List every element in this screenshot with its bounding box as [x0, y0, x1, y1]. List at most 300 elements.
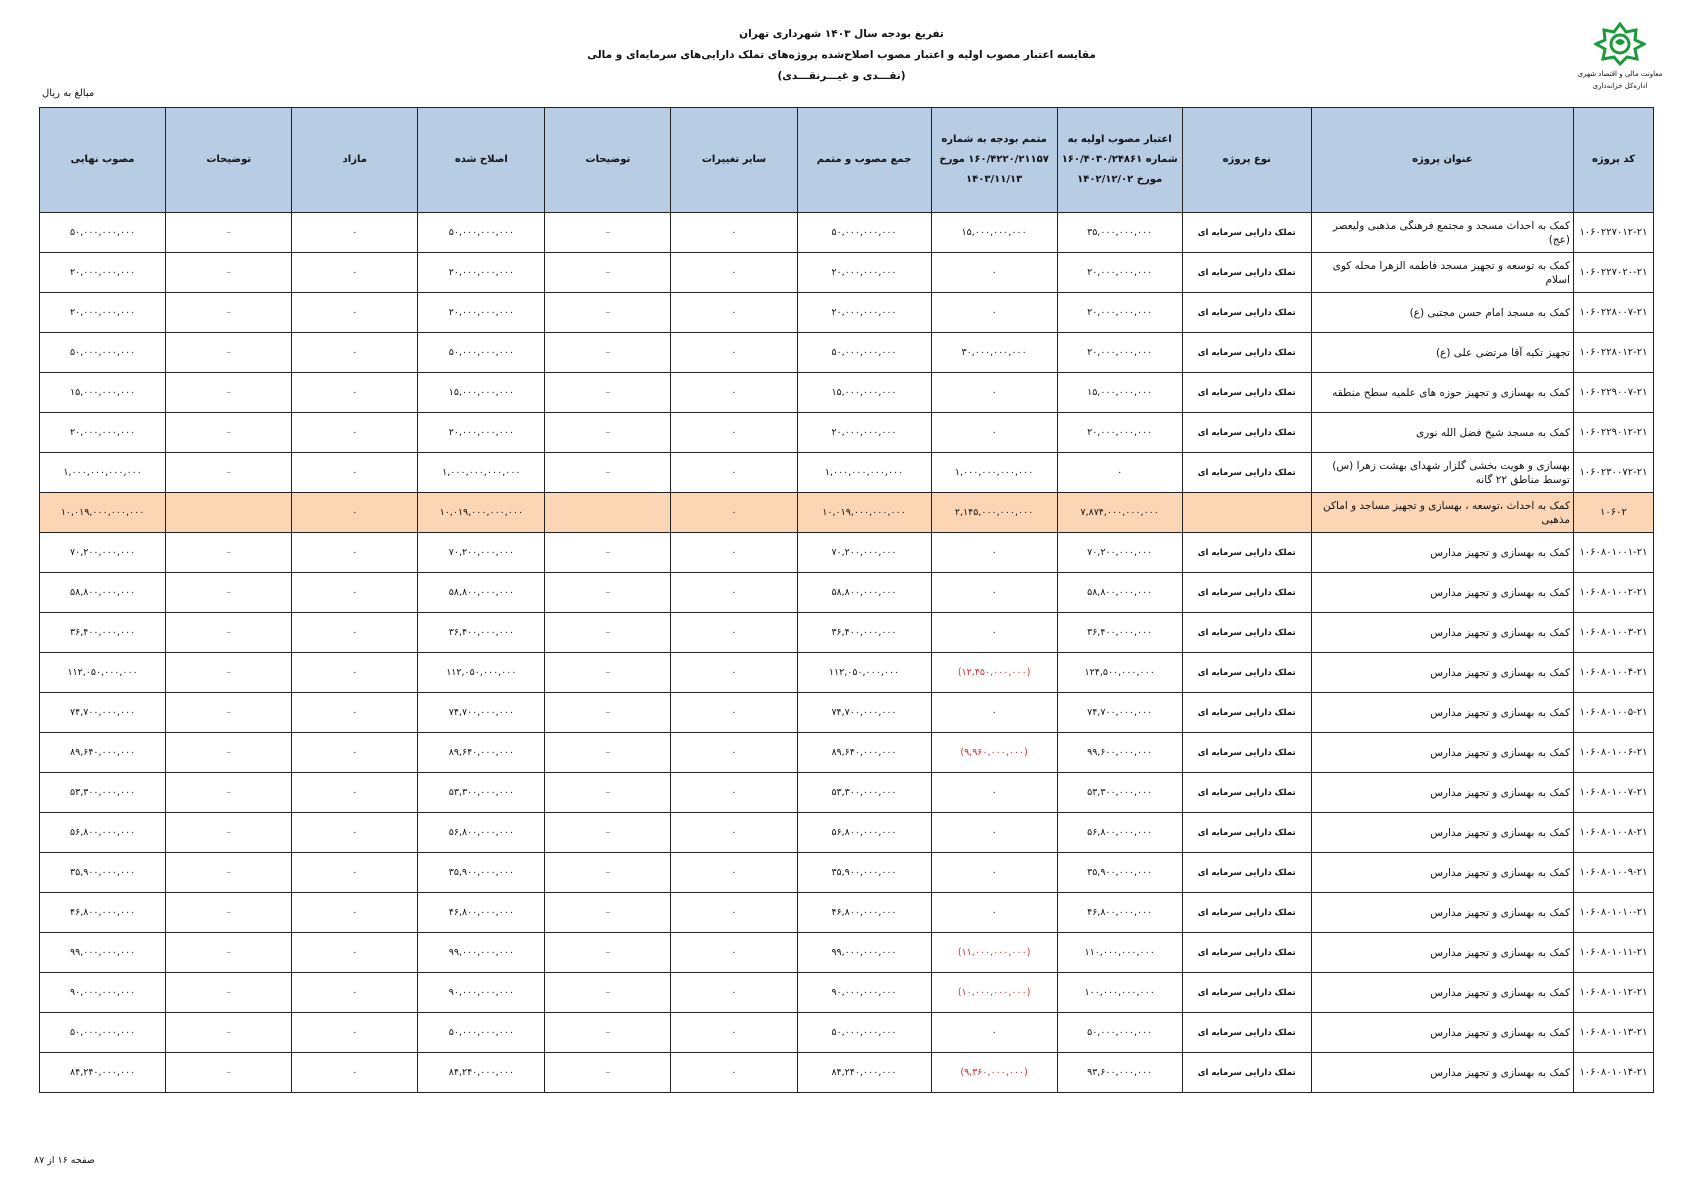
cell-other-changes: ۰: [671, 733, 797, 773]
cell-project-title: کمک به بهسازی و تجهیز مدارس: [1311, 813, 1573, 853]
cell-initial-approved: ۴۶,۸۰۰,۰۰۰,۰۰۰: [1057, 893, 1182, 933]
cell-initial-approved: ۲۰,۰۰۰,۰۰۰,۰۰۰: [1057, 413, 1182, 453]
cell-adjusted: ۵۰,۰۰۰,۰۰۰,۰۰۰: [418, 1013, 545, 1053]
cell-total: ۹۹,۰۰۰,۰۰۰,۰۰۰: [797, 933, 931, 973]
col-header-total: جمع مصوب و متمم: [797, 108, 931, 213]
cell-adjusted: ۱,۰۰۰,۰۰۰,۰۰۰,۰۰۰: [418, 453, 545, 493]
cell-total: ۵۰,۰۰۰,۰۰۰,۰۰۰: [797, 333, 931, 373]
cell-project-title: کمک به بهسازی و تجهیز مدارس: [1311, 973, 1573, 1013]
cell-explanations-2: –: [166, 453, 292, 493]
cell-initial-approved: ۵۶,۸۰۰,۰۰۰,۰۰۰: [1057, 813, 1182, 853]
cell-supplement: (۱۰,۰۰۰,۰۰۰,۰۰۰): [931, 973, 1057, 1013]
cell-project-code: ۱۰۶۰۸۰۱۰۰۷-۲۱: [1573, 773, 1653, 813]
cell-surplus: ۰: [292, 973, 418, 1013]
cell-project-type: تملک دارایی سرمایه ای: [1182, 1053, 1311, 1093]
cell-supplement: ۲,۱۴۵,۰۰۰,۰۰۰,۰۰۰: [931, 493, 1057, 533]
table-row: [40, 693, 1654, 733]
cell-explanations-1: –: [545, 453, 671, 493]
cell-adjusted: ۵۳,۳۰۰,۰۰۰,۰۰۰: [418, 773, 545, 813]
cell-initial-approved: ۲۰,۰۰۰,۰۰۰,۰۰۰: [1057, 293, 1182, 333]
cell-project-title: کمک به بهسازی و تجهیز مدارس: [1311, 613, 1573, 653]
col-header-project-title: عنوان پروژه: [1311, 108, 1573, 213]
cell-project-title: کمک به توسعه و تجهیز مسجد فاطمه الزهرا محله کوی اسلام: [1311, 253, 1573, 293]
cell-initial-approved: ۳۵,۰۰۰,۰۰۰,۰۰۰: [1057, 213, 1182, 253]
table-row: [40, 253, 1654, 293]
cell-adjusted: ۱۱۲,۰۵۰,۰۰۰,۰۰۰: [418, 653, 545, 693]
cell-supplement: ۰: [931, 813, 1057, 853]
cell-initial-approved: ۲۰,۰۰۰,۰۰۰,۰۰۰: [1057, 253, 1182, 293]
cell-project-title: کمک به احداث مسجد و مجتمع فرهنگی مذهبی ولیعصر (عج): [1311, 213, 1573, 253]
cell-total: ۸۴,۲۴۰,۰۰۰,۰۰۰: [797, 1053, 931, 1093]
cell-supplement: (۹,۳۶۰,۰۰۰,۰۰۰): [931, 1053, 1057, 1093]
cell-project-type: [1182, 493, 1311, 533]
cell-supplement: ۳۰,۰۰۰,۰۰۰,۰۰۰: [931, 333, 1057, 373]
table-body: [40, 213, 1654, 1093]
cell-explanations-1: –: [545, 973, 671, 1013]
cell-explanations-1: –: [545, 773, 671, 813]
cell-adjusted: ۵۸,۸۰۰,۰۰۰,۰۰۰: [418, 573, 545, 613]
table-row: [40, 413, 1654, 453]
cell-adjusted: ۱۰,۰۱۹,۰۰۰,۰۰۰,۰۰۰: [418, 493, 545, 533]
cell-other-changes: ۰: [671, 333, 797, 373]
table-row: [40, 333, 1654, 373]
cell-project-type: تملک دارایی سرمایه ای: [1182, 653, 1311, 693]
cell-adjusted: ۷۰,۲۰۰,۰۰۰,۰۰۰: [418, 533, 545, 573]
cell-supplement: ۰: [931, 693, 1057, 733]
cell-other-changes: ۰: [671, 973, 797, 1013]
cell-surplus: ۰: [292, 773, 418, 813]
cell-explanations-2: –: [166, 573, 292, 613]
cell-adjusted: ۷۴,۷۰۰,۰۰۰,۰۰۰: [418, 693, 545, 733]
cell-final-approved: ۸۴,۲۴۰,۰۰۰,۰۰۰: [40, 1053, 166, 1093]
cell-adjusted: ۲۰,۰۰۰,۰۰۰,۰۰۰: [418, 413, 545, 453]
cell-total: ۳۶,۴۰۰,۰۰۰,۰۰۰: [797, 613, 931, 653]
cell-final-approved: ۵۳,۳۰۰,۰۰۰,۰۰۰: [40, 773, 166, 813]
cell-adjusted: ۹۹,۰۰۰,۰۰۰,۰۰۰: [418, 933, 545, 973]
table-row: [40, 893, 1654, 933]
cell-adjusted: ۴۶,۸۰۰,۰۰۰,۰۰۰: [418, 893, 545, 933]
title-line-2: مقایسه اعتبار مصوب اولیه و اعتبار مصوب اصلاح‌شده پروژه‌های تملک دارایی‌های سرمایه‌ای و مالی: [587, 49, 1096, 61]
table-row: [40, 1053, 1654, 1093]
cell-total: ۱۰,۰۱۹,۰۰۰,۰۰۰,۰۰۰: [797, 493, 931, 533]
cell-initial-approved: ۲۰,۰۰۰,۰۰۰,۰۰۰: [1057, 333, 1182, 373]
cell-initial-approved: ۳۶,۴۰۰,۰۰۰,۰۰۰: [1057, 613, 1182, 653]
cell-other-changes: ۰: [671, 893, 797, 933]
cell-adjusted: ۸۹,۶۴۰,۰۰۰,۰۰۰: [418, 733, 545, 773]
col-header-project-code: کد پروژه: [1573, 108, 1653, 213]
cell-explanations-2: –: [166, 773, 292, 813]
cell-supplement: ۱,۰۰۰,۰۰۰,۰۰۰,۰۰۰: [931, 453, 1057, 493]
cell-surplus: ۰: [292, 693, 418, 733]
cell-surplus: ۰: [292, 573, 418, 613]
cell-other-changes: ۰: [671, 773, 797, 813]
cell-project-type: تملک دارایی سرمایه ای: [1182, 973, 1311, 1013]
cell-other-changes: ۰: [671, 533, 797, 573]
cell-project-type: تملک دارایی سرمایه ای: [1182, 453, 1311, 493]
cell-final-approved: ۲۰,۰۰۰,۰۰۰,۰۰۰: [40, 293, 166, 333]
cell-total: ۹۰,۰۰۰,۰۰۰,۰۰۰: [797, 973, 931, 1013]
cell-supplement: ۱۵,۰۰۰,۰۰۰,۰۰۰: [931, 213, 1057, 253]
cell-project-type: تملک دارایی سرمایه ای: [1182, 413, 1311, 453]
cell-project-code: ۱۰۶۰۸۰۱۰۰۹-۲۱: [1573, 853, 1653, 893]
col-header-surplus: مازاد: [292, 108, 418, 213]
cell-final-approved: ۱,۰۰۰,۰۰۰,۰۰۰,۰۰۰: [40, 453, 166, 493]
table-row: [40, 533, 1654, 573]
cell-adjusted: ۱۵,۰۰۰,۰۰۰,۰۰۰: [418, 373, 545, 413]
cell-adjusted: ۲۰,۰۰۰,۰۰۰,۰۰۰: [418, 253, 545, 293]
table-row: [40, 973, 1654, 1013]
cell-final-approved: ۲۰,۰۰۰,۰۰۰,۰۰۰: [40, 253, 166, 293]
logo-line-1: معاونت مالی و اقتصاد شهری: [1577, 70, 1663, 78]
table-row: [40, 853, 1654, 893]
table-row: [40, 373, 1654, 413]
cell-other-changes: ۰: [671, 613, 797, 653]
table-row: [40, 613, 1654, 653]
cell-explanations-1: –: [545, 653, 671, 693]
cell-total: ۵۳,۳۰۰,۰۰۰,۰۰۰: [797, 773, 931, 813]
cell-total: ۴۶,۸۰۰,۰۰۰,۰۰۰: [797, 893, 931, 933]
cell-project-title: کمک به بهسازی و تجهیز مدارس: [1311, 653, 1573, 693]
col-header-explanations-2: توضیحات: [166, 108, 292, 213]
cell-explanations-2: –: [166, 693, 292, 733]
cell-other-changes: ۰: [671, 493, 797, 533]
page-number: صفحه ۱۶ از ۸۷: [34, 1155, 95, 1166]
cell-other-changes: ۰: [671, 1053, 797, 1093]
cell-final-approved: ۱۰,۰۱۹,۰۰۰,۰۰۰,۰۰۰: [40, 493, 166, 533]
cell-explanations-2: –: [166, 333, 292, 373]
table-row: [40, 1013, 1654, 1053]
cell-surplus: ۰: [292, 253, 418, 293]
cell-supplement: (۱۱,۰۰۰,۰۰۰,۰۰۰): [931, 933, 1057, 973]
cell-explanations-2: [166, 493, 292, 533]
cell-surplus: ۰: [292, 533, 418, 573]
cell-final-approved: ۳۶,۴۰۰,۰۰۰,۰۰۰: [40, 613, 166, 653]
cell-project-code: ۱۰۶۰۲۳۰۰۷۲-۲۱: [1573, 453, 1653, 493]
cell-project-type: تملک دارایی سرمایه ای: [1182, 293, 1311, 333]
cell-project-code: ۱۰۶۰۸۰۱۰۱۲-۲۱: [1573, 973, 1653, 1013]
cell-supplement: ۰: [931, 573, 1057, 613]
cell-project-title: کمک به بهسازی و تجهیز مدارس: [1311, 733, 1573, 773]
cell-other-changes: ۰: [671, 853, 797, 893]
cell-initial-approved: ۷,۸۷۴,۰۰۰,۰۰۰,۰۰۰: [1057, 493, 1182, 533]
cell-other-changes: ۰: [671, 813, 797, 853]
cell-explanations-2: –: [166, 853, 292, 893]
cell-supplement: (۹,۹۶۰,۰۰۰,۰۰۰): [931, 733, 1057, 773]
cell-project-type: تملک دارایی سرمایه ای: [1182, 813, 1311, 853]
cell-adjusted: ۳۵,۹۰۰,۰۰۰,۰۰۰: [418, 853, 545, 893]
title-line-1: تفریغ بودجه سال ۱۴۰۳ شهرداری تهران: [739, 28, 944, 40]
cell-total: ۸۹,۶۴۰,۰۰۰,۰۰۰: [797, 733, 931, 773]
cell-explanations-2: –: [166, 533, 292, 573]
cell-adjusted: ۳۶,۴۰۰,۰۰۰,۰۰۰: [418, 613, 545, 653]
cell-other-changes: ۰: [671, 933, 797, 973]
cell-supplement: ۰: [931, 413, 1057, 453]
cell-project-title: تجهیز تکیه آقا مرتضی علی (ع): [1311, 333, 1573, 373]
cell-supplement: ۰: [931, 533, 1057, 573]
cell-project-code: ۱۰۶۰۸۰۱۰۰۵-۲۱: [1573, 693, 1653, 733]
cell-project-title: کمک به بهسازی و تجهیز مدارس: [1311, 1013, 1573, 1053]
cell-explanations-1: –: [545, 733, 671, 773]
cell-explanations-2: –: [166, 733, 292, 773]
cell-adjusted: ۸۴,۲۴۰,۰۰۰,۰۰۰: [418, 1053, 545, 1093]
cell-project-code: ۱۰۶۰۲۲۷۰۱۲-۲۱: [1573, 213, 1653, 253]
cell-project-title: کمک به مسجد امام حسن مجتبی (ع): [1311, 293, 1573, 333]
cell-project-type: تملک دارایی سرمایه ای: [1182, 533, 1311, 573]
cell-total: ۱۵,۰۰۰,۰۰۰,۰۰۰: [797, 373, 931, 413]
table-row: [40, 213, 1654, 253]
cell-explanations-1: –: [545, 853, 671, 893]
cell-supplement: ۰: [931, 253, 1057, 293]
cell-explanations-1: –: [545, 573, 671, 613]
cell-surplus: ۰: [292, 1013, 418, 1053]
cell-final-approved: ۷۰,۲۰۰,۰۰۰,۰۰۰: [40, 533, 166, 573]
cell-project-type: تملک دارایی سرمایه ای: [1182, 333, 1311, 373]
cell-supplement: ۰: [931, 1013, 1057, 1053]
cell-project-code: ۱۰۶۰۸۰۱۰۱۱-۲۱: [1573, 933, 1653, 973]
cell-surplus: ۰: [292, 613, 418, 653]
col-header-project-type: نوع پروژه: [1182, 108, 1311, 213]
cell-initial-approved: ۷۰,۲۰۰,۰۰۰,۰۰۰: [1057, 533, 1182, 573]
cell-initial-approved: ۵۳,۳۰۰,۰۰۰,۰۰۰: [1057, 773, 1182, 813]
cell-initial-approved: ۷۴,۷۰۰,۰۰۰,۰۰۰: [1057, 693, 1182, 733]
cell-total: ۱۱۲,۰۵۰,۰۰۰,۰۰۰: [797, 653, 931, 693]
table-header-row: [40, 108, 1654, 213]
table-row: [40, 293, 1654, 333]
cell-initial-approved: ۱۵,۰۰۰,۰۰۰,۰۰۰: [1057, 373, 1182, 413]
cell-initial-approved: ۵۸,۸۰۰,۰۰۰,۰۰۰: [1057, 573, 1182, 613]
cell-explanations-1: –: [545, 333, 671, 373]
cell-supplement: ۰: [931, 373, 1057, 413]
cell-explanations-1: –: [545, 813, 671, 853]
cell-project-code: ۱۰۶۰۲۲۷۰۲۰-۲۱: [1573, 253, 1653, 293]
cell-project-title: کمک به بهسازی و تجهیز حوزه های علمیه سطح منطقه: [1311, 373, 1573, 413]
cell-adjusted: ۵۶,۸۰۰,۰۰۰,۰۰۰: [418, 813, 545, 853]
table-row: [40, 733, 1654, 773]
cell-total: ۳۵,۹۰۰,۰۰۰,۰۰۰: [797, 853, 931, 893]
cell-surplus: ۰: [292, 493, 418, 533]
cell-project-title: کمک به بهسازی و تجهیز مدارس: [1311, 933, 1573, 973]
cell-explanations-2: –: [166, 293, 292, 333]
cell-surplus: ۰: [292, 893, 418, 933]
cell-explanations-2: –: [166, 893, 292, 933]
cell-other-changes: ۰: [671, 373, 797, 413]
cell-other-changes: ۰: [671, 693, 797, 733]
cell-explanations-2: –: [166, 613, 292, 653]
cell-project-type: تملک دارایی سرمایه ای: [1182, 253, 1311, 293]
col-header-explanations-1: توضیحات: [545, 108, 671, 213]
cell-final-approved: ۵۰,۰۰۰,۰۰۰,۰۰۰: [40, 333, 166, 373]
cell-explanations-1: –: [545, 1053, 671, 1093]
cell-explanations-2: –: [166, 1053, 292, 1093]
cell-project-type: تملک دارایی سرمایه ای: [1182, 893, 1311, 933]
cell-explanations-1: –: [545, 293, 671, 333]
cell-project-code: ۱۰۶۰۲: [1573, 493, 1653, 533]
col-header-initial-approved: اعتبار مصوب اولیه به شماره ۱۶۰/۴۰۳۰/۲۴۸۶۱ مورخ ۱۴۰۲/۱۲/۰۲: [1057, 108, 1182, 213]
cell-total: ۱,۰۰۰,۰۰۰,۰۰۰,۰۰۰: [797, 453, 931, 493]
cell-project-title: کمک به بهسازی و تجهیز مدارس: [1311, 533, 1573, 573]
cell-total: ۵۶,۸۰۰,۰۰۰,۰۰۰: [797, 813, 931, 853]
cell-total: ۵۰,۰۰۰,۰۰۰,۰۰۰: [797, 1013, 931, 1053]
table-row: [40, 453, 1654, 493]
cell-project-type: تملک دارایی سرمایه ای: [1182, 733, 1311, 773]
cell-total: ۵۸,۸۰۰,۰۰۰,۰۰۰: [797, 573, 931, 613]
cell-total: ۷۴,۷۰۰,۰۰۰,۰۰۰: [797, 693, 931, 733]
currency-unit-note: مبالغ به ریال: [42, 88, 95, 99]
document-title-block: [0, 24, 1683, 87]
cell-explanations-2: –: [166, 933, 292, 973]
cell-other-changes: ۰: [671, 413, 797, 453]
cell-project-title: کمک به مسجد شیخ فضل الله نوری: [1311, 413, 1573, 453]
cell-project-code: ۱۰۶۰۸۰۱۰۱۳-۲۱: [1573, 1013, 1653, 1053]
cell-project-code: ۱۰۶۰۸۰۱۰۰۳-۲۱: [1573, 613, 1653, 653]
cell-total: ۲۰,۰۰۰,۰۰۰,۰۰۰: [797, 413, 931, 453]
cell-project-title: کمک به بهسازی و تجهیز مدارس: [1311, 893, 1573, 933]
cell-project-code: ۱۰۶۰۸۰۱۰۰۶-۲۱: [1573, 733, 1653, 773]
col-header-other-changes: سایر تغییرات: [671, 108, 797, 213]
table-row: [40, 813, 1654, 853]
cell-adjusted: ۲۰,۰۰۰,۰۰۰,۰۰۰: [418, 293, 545, 333]
cell-adjusted: ۵۰,۰۰۰,۰۰۰,۰۰۰: [418, 213, 545, 253]
cell-project-type: تملک دارایی سرمایه ای: [1182, 853, 1311, 893]
cell-surplus: ۰: [292, 453, 418, 493]
cell-supplement: (۱۲,۴۵۰,۰۰۰,۰۰۰): [931, 653, 1057, 693]
cell-initial-approved: ۵۰,۰۰۰,۰۰۰,۰۰۰: [1057, 1013, 1182, 1053]
cell-other-changes: ۰: [671, 453, 797, 493]
cell-explanations-2: –: [166, 813, 292, 853]
cell-project-type: تملک دارایی سرمایه ای: [1182, 573, 1311, 613]
cell-explanations-2: –: [166, 213, 292, 253]
cell-adjusted: ۵۰,۰۰۰,۰۰۰,۰۰۰: [418, 333, 545, 373]
title-line-3: (نقـــدی و غیـــرنقـــدی): [777, 70, 906, 82]
cell-explanations-1: –: [545, 613, 671, 653]
cell-project-code: ۱۰۶۰۲۲۸۰۰۷-۲۱: [1573, 293, 1653, 333]
cell-project-title: کمک به بهسازی و تجهیز مدارس: [1311, 693, 1573, 733]
cell-initial-approved: ۱۱۰,۰۰۰,۰۰۰,۰۰۰: [1057, 933, 1182, 973]
cell-surplus: ۰: [292, 293, 418, 333]
cell-initial-approved: ۱۰۰,۰۰۰,۰۰۰,۰۰۰: [1057, 973, 1182, 1013]
cell-supplement: ۰: [931, 853, 1057, 893]
cell-project-title: کمک به بهسازی و تجهیز مدارس: [1311, 853, 1573, 893]
cell-other-changes: ۰: [671, 253, 797, 293]
cell-final-approved: ۱۵,۰۰۰,۰۰۰,۰۰۰: [40, 373, 166, 413]
cell-initial-approved: ۹۳,۶۰۰,۰۰۰,۰۰۰: [1057, 1053, 1182, 1093]
cell-initial-approved: ۱۲۴,۵۰۰,۰۰۰,۰۰۰: [1057, 653, 1182, 693]
cell-explanations-2: –: [166, 1013, 292, 1053]
tehran-municipality-logo: [1565, 22, 1675, 92]
cell-total: ۲۰,۰۰۰,۰۰۰,۰۰۰: [797, 253, 931, 293]
cell-other-changes: ۰: [671, 573, 797, 613]
cell-supplement: ۰: [931, 893, 1057, 933]
cell-project-code: ۱۰۶۰۲۲۹۰۱۲-۲۱: [1573, 413, 1653, 453]
cell-supplement: ۰: [931, 613, 1057, 653]
cell-project-code: ۱۰۶۰۲۲۹۰۰۷-۲۱: [1573, 373, 1653, 413]
cell-final-approved: ۸۹,۶۴۰,۰۰۰,۰۰۰: [40, 733, 166, 773]
cell-explanations-2: –: [166, 373, 292, 413]
cell-final-approved: ۹۹,۰۰۰,۰۰۰,۰۰۰: [40, 933, 166, 973]
table-row: [40, 573, 1654, 613]
logo-line-2: اداره‌کل خزانه‌داری: [1592, 82, 1648, 90]
cell-explanations-2: –: [166, 653, 292, 693]
cell-project-type: تملک دارایی سرمایه ای: [1182, 773, 1311, 813]
cell-project-type: تملک دارایی سرمایه ای: [1182, 213, 1311, 253]
cell-surplus: ۰: [292, 413, 418, 453]
cell-project-title: کمک به احداث ،توسعه ، بهسازی و تجهیز مساجد و اماکن مذهبی: [1311, 493, 1573, 533]
cell-explanations-2: –: [166, 413, 292, 453]
cell-project-type: تملک دارایی سرمایه ای: [1182, 373, 1311, 413]
cell-project-title: کمک به بهسازی و تجهیز مدارس: [1311, 1053, 1573, 1093]
cell-other-changes: ۰: [671, 1013, 797, 1053]
cell-surplus: ۰: [292, 853, 418, 893]
cell-supplement: ۰: [931, 293, 1057, 333]
cell-explanations-1: –: [545, 253, 671, 293]
cell-explanations-1: –: [545, 1013, 671, 1053]
cell-other-changes: ۰: [671, 653, 797, 693]
cell-explanations-1: –: [545, 933, 671, 973]
cell-project-title: کمک به بهسازی و تجهیز مدارس: [1311, 573, 1573, 613]
cell-other-changes: ۰: [671, 213, 797, 253]
cell-final-approved: ۵۰,۰۰۰,۰۰۰,۰۰۰: [40, 213, 166, 253]
cell-project-title: کمک به بهسازی و تجهیز مدارس: [1311, 773, 1573, 813]
cell-project-type: تملک دارایی سرمایه ای: [1182, 1013, 1311, 1053]
cell-final-approved: ۳۵,۹۰۰,۰۰۰,۰۰۰: [40, 853, 166, 893]
cell-project-code: ۱۰۶۰۸۰۱۰۰۱-۲۱: [1573, 533, 1653, 573]
cell-adjusted: ۹۰,۰۰۰,۰۰۰,۰۰۰: [418, 973, 545, 1013]
logo-emblem-icon: [1594, 22, 1646, 66]
cell-explanations-1: –: [545, 533, 671, 573]
cell-initial-approved: ۹۹,۶۰۰,۰۰۰,۰۰۰: [1057, 733, 1182, 773]
cell-final-approved: ۲۰,۰۰۰,۰۰۰,۰۰۰: [40, 413, 166, 453]
cell-explanations-1: –: [545, 213, 671, 253]
cell-project-type: تملک دارایی سرمایه ای: [1182, 933, 1311, 973]
cell-project-code: ۱۰۶۰۸۰۱۰۰۴-۲۱: [1573, 653, 1653, 693]
cell-supplement: ۰: [931, 773, 1057, 813]
cell-explanations-1: –: [545, 893, 671, 933]
col-header-final-approved: مصوب نهایی: [40, 108, 166, 213]
cell-total: ۲۰,۰۰۰,۰۰۰,۰۰۰: [797, 293, 931, 333]
cell-other-changes: ۰: [671, 293, 797, 333]
cell-total: ۵۰,۰۰۰,۰۰۰,۰۰۰: [797, 213, 931, 253]
cell-project-code: ۱۰۶۰۸۰۱۰۰۲-۲۱: [1573, 573, 1653, 613]
cell-surplus: ۰: [292, 813, 418, 853]
cell-final-approved: ۵۶,۸۰۰,۰۰۰,۰۰۰: [40, 813, 166, 853]
table-row: [40, 653, 1654, 693]
cell-initial-approved: ۳۵,۹۰۰,۰۰۰,۰۰۰: [1057, 853, 1182, 893]
cell-explanations-1: –: [545, 413, 671, 453]
cell-surplus: ۰: [292, 653, 418, 693]
cell-initial-approved: ۰: [1057, 453, 1182, 493]
cell-explanations-1: –: [545, 693, 671, 733]
cell-surplus: ۰: [292, 1053, 418, 1093]
cell-project-code: ۱۰۶۰۸۰۱۰۱۴-۲۱: [1573, 1053, 1653, 1093]
cell-project-code: ۱۰۶۰۸۰۱۰۱۰-۲۱: [1573, 893, 1653, 933]
cell-total: ۷۰,۲۰۰,۰۰۰,۰۰۰: [797, 533, 931, 573]
table-row-subtotal: [40, 493, 1654, 533]
cell-final-approved: ۱۱۲,۰۵۰,۰۰۰,۰۰۰: [40, 653, 166, 693]
cell-project-code: ۱۰۶۰۸۰۱۰۰۸-۲۱: [1573, 813, 1653, 853]
cell-surplus: ۰: [292, 213, 418, 253]
budget-comparison-table: [39, 107, 1654, 1093]
cell-final-approved: ۵۸,۸۰۰,۰۰۰,۰۰۰: [40, 573, 166, 613]
cell-surplus: ۰: [292, 333, 418, 373]
cell-surplus: ۰: [292, 733, 418, 773]
cell-project-title: بهسازی و هویت بخشی گلزار شهدای بهشت زهرا (س) توسط مناطق ۲۲ گانه: [1311, 453, 1573, 493]
cell-final-approved: ۹۰,۰۰۰,۰۰۰,۰۰۰: [40, 973, 166, 1013]
cell-final-approved: ۵۰,۰۰۰,۰۰۰,۰۰۰: [40, 1013, 166, 1053]
cell-explanations-2: –: [166, 253, 292, 293]
table-row: [40, 773, 1654, 813]
col-header-supplement: متمم بودجه به شماره ۱۶۰/۴۲۲۰/۲۱۱۵۷ مورخ ۱۴۰۳/۱۱/۱۳: [931, 108, 1057, 213]
cell-surplus: ۰: [292, 933, 418, 973]
